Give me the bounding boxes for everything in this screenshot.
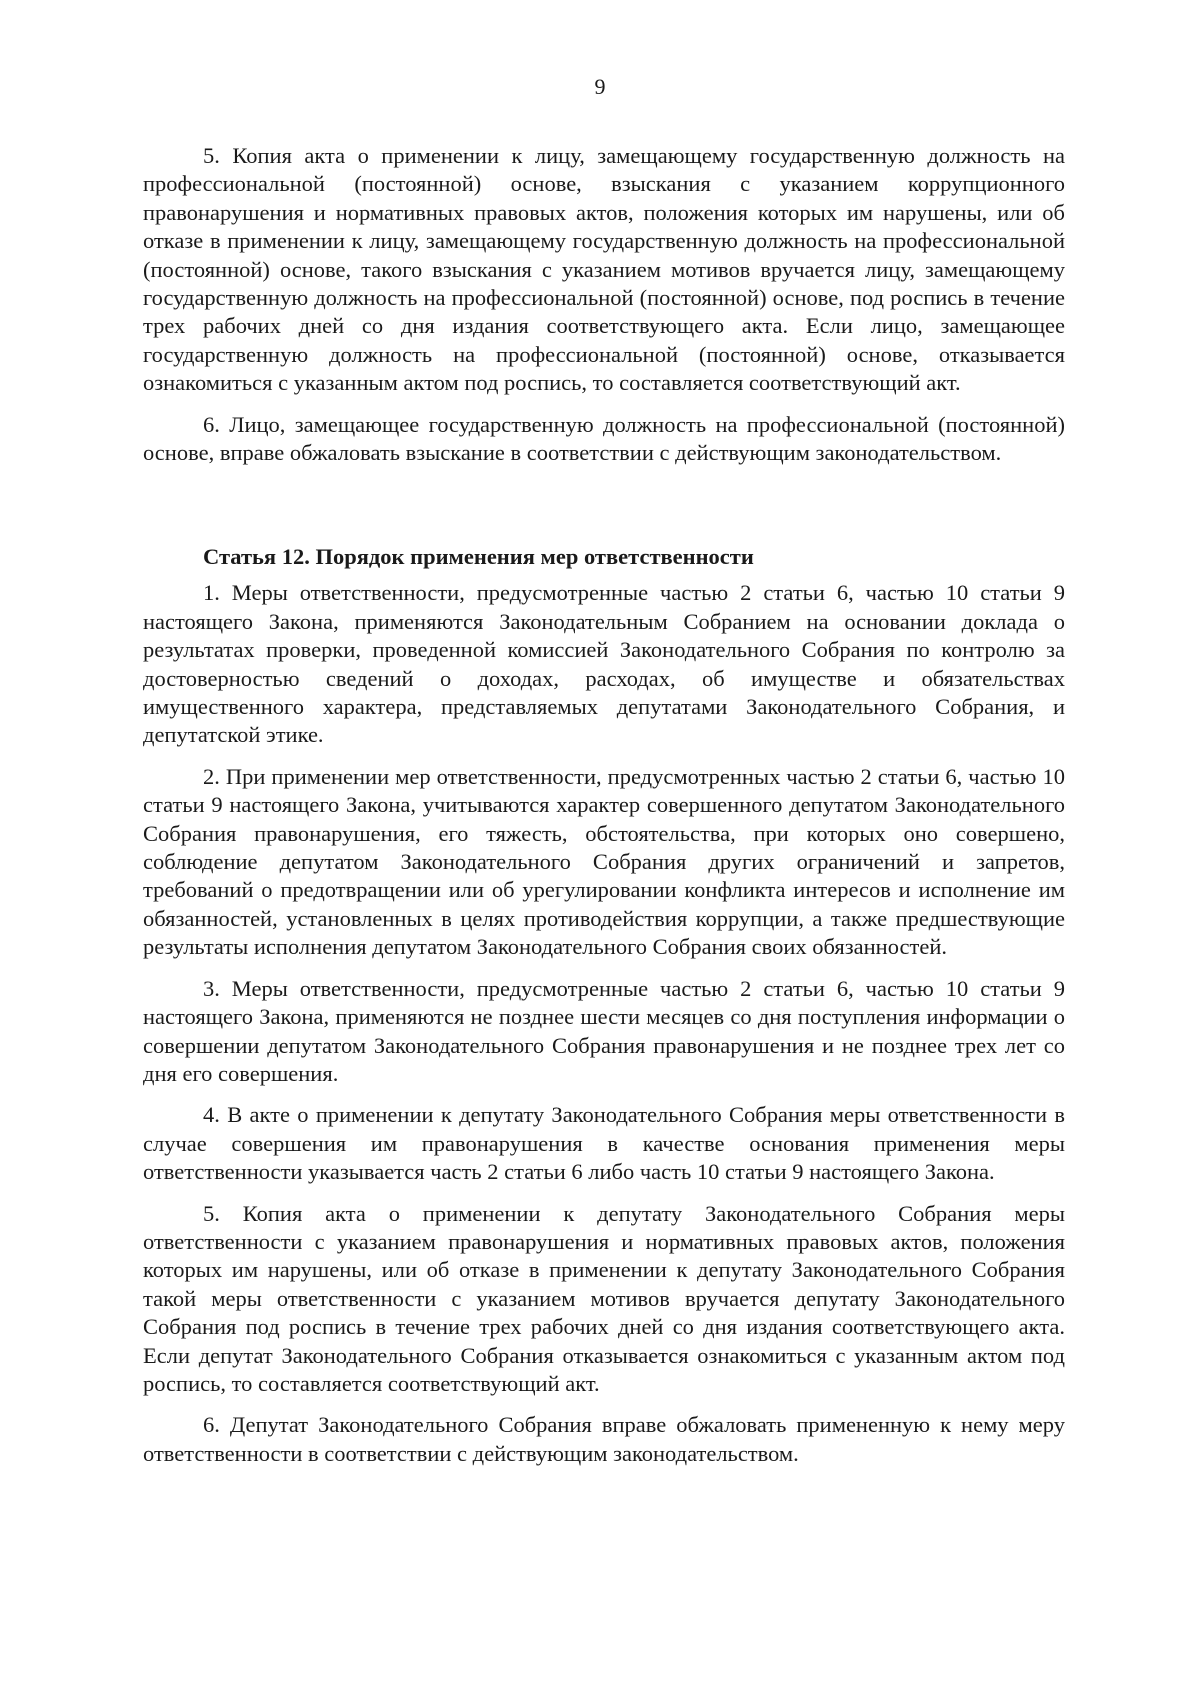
paragraph-5-copy-of-act: 5. Копия акта о применении к лицу, замещающему государственную должность на профессиональной (постоянной) основе, взыскания с указанием коррупционного правонарушения и нормативных правовых актов, положения которых им нарушены, или об отказе в применении к лицу, замещающему государственную должность на профессиональной (постоянной) основе, такого взыскания с указанием мотивов вручается лицу, замещающему государственную должность на профессиональной (постоянной) основе, под роспись в течение трех рабочих дней со дня издания соответствующего акта. Если лицо, замещающее государственную должность на профессиональной (постоянной) основе, отказывается ознакомиться с указанным актом под роспись, то составляется соответствующий акт.: [143, 143, 1065, 396]
article-12-paragraph-1: 1. Меры ответственности, предусмотренные частью 2 статьи 6, частью 10 статьи 9 настоящего Закона, применяются Законодательным Собранием на основании доклада о результатах проверки, проведенной комиссией Законодательного Собрания по контролю за достоверностью сведений о доходах, расходах, об имуществе и обязательствах имущественного характера, представляемых депутатами Законодательного Собрания, и депутатской этике.: [143, 580, 1065, 748]
page-number: 9: [594, 74, 606, 99]
previous-article-continuation: [143, 142, 1065, 467]
article-12-paragraph-3: 3. Меры ответственности, предусмотренные частью 2 статьи 6, частью 10 статьи 9 настоящего Закона, применяются не позднее шести месяцев со дня поступления информации о совершении депутатом Законодательного Собрания правонарушения и не позднее трех лет со дня его совершения.: [143, 975, 1065, 1086]
article-12-paragraph-2: 2. При применении мер ответственности, предусмотренных частью 2 статьи 6, частью 10 статьи 9 настоящего Закона, учитываются характер совершенного депутатом Законодательного Собрания правонарушения, его тяжесть, обстоятельства, при которых оно совершено, соблюдение депутатом Законодательного Собрания других ограничений и запретов, требований о предотвращении или об урегулировании конфликта интересов и исполнение им обязанностей, установленных в целях противодействия коррупции, а также предшествующие результаты исполнения депутатом Законодательного Собрания своих обязанностей.: [143, 763, 1065, 960]
article-12-heading: Статья 12. Порядок применения мер ответственности: [203, 544, 754, 569]
paragraph-6-right-to-appeal: 6. Лицо, замещающее государственную должность на профессиональной (постоянной) основе, вправе обжаловать взыскание в соответствии с действующим законодательством.: [143, 411, 1065, 466]
article-12-paragraph-4: 4. В акте о применении к депутату Законодательного Собрания меры ответственности в случае совершения им правонарушения в качестве основания применения меры ответственности указывается часть 2 статьи 6 либо часть 10 статьи 9 настоящего Закона.: [143, 1102, 1065, 1185]
article-12-paragraph-5: 5. Копия акта о применении к депутату Законодательного Собрания меры ответственности с указанием правонарушения и нормативных правовых актов, положения которых им нарушены, или об отказе в применении к депутату Законодательного Собрания такой меры ответственности с указанием мотивов вручается депутату Законодательного Собрания под роспись в течение трех рабочих дней со дня издания соответствующего акта. Если депутат Законодательного Собрания отказывается ознакомиться с указанным актом под роспись, то составляется соответствующий акт.: [143, 1200, 1065, 1396]
article-12: [143, 543, 1065, 1468]
article-12-paragraph-6: 6. Депутат Законодательного Собрания вправе обжаловать примененную к нему меру ответственности в соответствии с действующим законодательством.: [143, 1412, 1065, 1466]
